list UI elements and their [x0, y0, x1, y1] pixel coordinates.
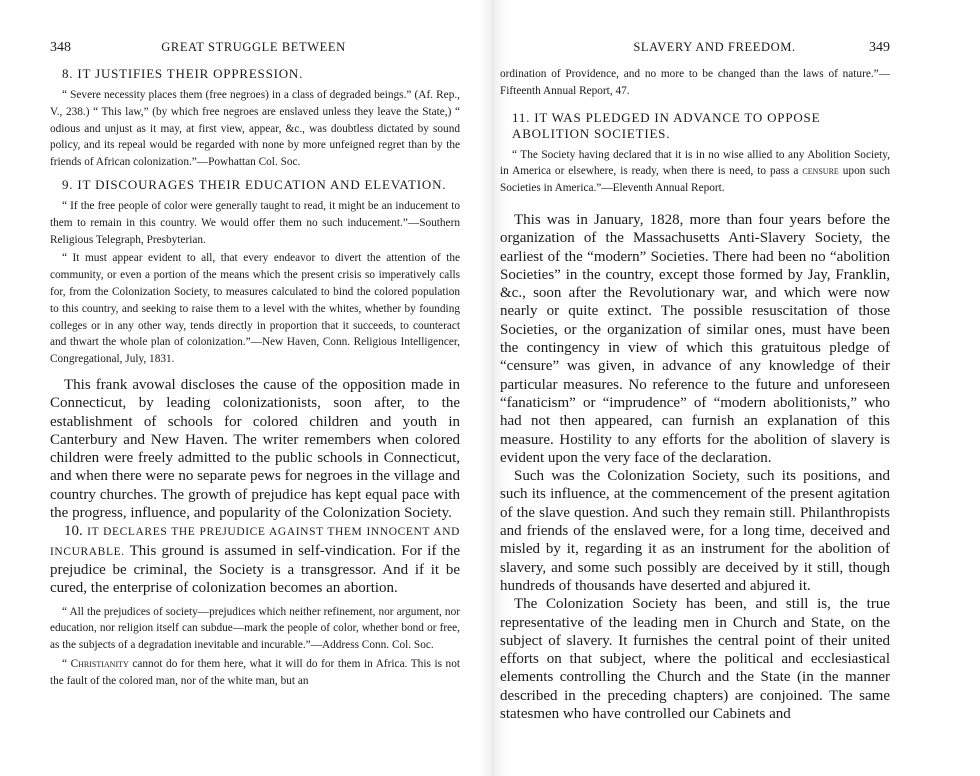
section-11-quote [500, 147, 890, 197]
section-9-quote-1: “ If the free people of color were generally taught to read, it might be an inducement to them to remain in this country. We would offer them no such inducement.”—Southern Religious Telegraph, Presbyterian. [50, 199, 460, 246]
left-body-paragraph: This frank avowal discloses the cause of the opposition made in Connecticut, by leading colonizationists, soon after, to the establishment of schools for colored children and youth in Canterbury and New Haven. The writer remembers when colored children were freely admitted to the public schools in Connecticut, and when there were no separate pews for negroes in the village and country churches. The growth of prejudice has kept equal pace with the progress, influence, and popularity of the Colonization Society. [50, 376, 460, 522]
section-10-quote-2-text: cannot do for them here, what it will do for them in Africa. This is not the fault of the colored man, nor of the white man, but an [50, 657, 460, 687]
left-running-head: GREAT STRUGGLE BETWEEN [161, 40, 346, 54]
section-8-heading: 8. IT JUSTIFIES THEIR OPPRESSION. [62, 66, 304, 81]
section-11-quote-censure: censure [802, 165, 839, 178]
section-9-quote-2: “ It must appear evident to all, that every endeavor to divert the attention of the community, or even a portion of the means which the present crisis so imperatively calls for, from the Colonization Society, to measures calculated to bind the colored population to this country, and seeking to raise them to a level with the whites, whether by founding colleges or in any other way, tends directly in proportion that it succeeds, to counteract and thwart the whole plan of colonization.”—New Haven, Conn. Religious Intelligencer, Congregational, July, 1831. [50, 252, 460, 366]
left-header [50, 40, 460, 56]
section-11-heading: 11. IT WAS PLEDGED IN ADVANCE TO OPPOSE ABOLITION SOCIETIES. [512, 109, 821, 141]
section-11-quote-part-2: upon such Societies in America.”—Eleventh Annual Report. [500, 165, 891, 195]
continued-quote: ordination of Providence, and no more to be changed than the laws of nature.”—Fifteenth Annual Report, 47. [500, 68, 890, 97]
left-page-number: 348 [50, 40, 71, 55]
right-page-number: 349 [869, 40, 890, 55]
right-header [500, 40, 890, 56]
right-body-paragraph-1: This was in January, 1828, more than four years before the organization of the Massachusetts Anti-Slavery Society, the earliest of the “modern” Societies. There had been no “abolition Societies” in the country, except those formed by Jay, Franklin, &c., soon after the Revolutionary war, and which were now nearly or quite extinct. The possible resuscitation of those Societies, or the organization of similar ones, must have been the contingency in view of which this gratuitous pledge of “censure” was given, in advance of any knowledge of their particular measures. No reference to the future and unforeseen “fanaticism” or “imprudence” of “modern abolitionists,” who had not then appeared, can furnish an explanation of this measure. Hostility to any efforts for the abolition of slavery is evident upon the very face of the declaration. [500, 211, 890, 466]
section-10-text: This ground is assumed in self-vindication. For if the prejudice be criminal, the Society is a transgressor. And if it be cured, the enterprise of colonization becomes an abortion. [50, 542, 460, 597]
right-body-paragraph-2: Such was the Colonization Society, such its positions, and such its influence, at the commencement of the present agitation of the slave question. And such they remain still. Philanthropists and friends of the enslaved were, for a long time, deceived and misled by it, regarding it as an instrument for the abolition of slavery, and some such possibly are deceived by it still, though hundreds of thousands have deserted and abjured it. [500, 468, 890, 594]
section-10-number: 10. [64, 523, 83, 540]
section-9-heading: 9. IT DISCOURAGES THEIR EDUCATION AND ELEVATION. [62, 176, 447, 192]
right-running-head: SLAVERY AND FREEDOM. [633, 40, 796, 54]
section-11-quote-part-1: “ The Society having declared that it is in no wise allied to any Abolition Society, in America or elsewhere, is ready, when there is need, to pass a [500, 148, 890, 178]
section-10-quote-1: “ All the prejudices of society—prejudices which neither refinement, nor argument, nor education, nor religion itself can subdue—mark the people of color, whether bond or free, as the subjects of a degradation inevitable and incurable.”—Address Conn. Col. Soc. [50, 605, 460, 652]
right-body-paragraph-3: The Colonization Society has been, and still is, the true representative of the leading men in Church and State, on the subject of slavery. It furnishes the central point of their united efforts on that subject, where the political and ecclesiastical elements controlling the Church and the State (in the manner described in the preceding chapters) are conjoined. The same statesmen who have controlled our Cabinets and [500, 596, 890, 722]
section-10-quote-2 [50, 656, 460, 690]
right-page [490, 0, 980, 776]
section-8-quote: “ Severe necessity places them (free negroes) in a class of degraded beings.” (Af. Rep., V., 238.) “ This law,” (by which free negroes are enslaved unless they leave the State,) “ odious and unjust as it may, at first view, appear, &c., was doubtless dictated by sound policy, and its repeal would be regarded with none by more unfeigned regret than by the friends of African colonization.”—Powhattan Col. Soc. [50, 89, 460, 169]
section-10-paragraph [50, 522, 460, 597]
section-10-heading: IT DECLARES THE PREJUDICE AGAINST THEM INNOCENT AND INCURABLE. [50, 526, 461, 558]
section-10-quote-2-lead: “ Christianity [62, 657, 129, 670]
